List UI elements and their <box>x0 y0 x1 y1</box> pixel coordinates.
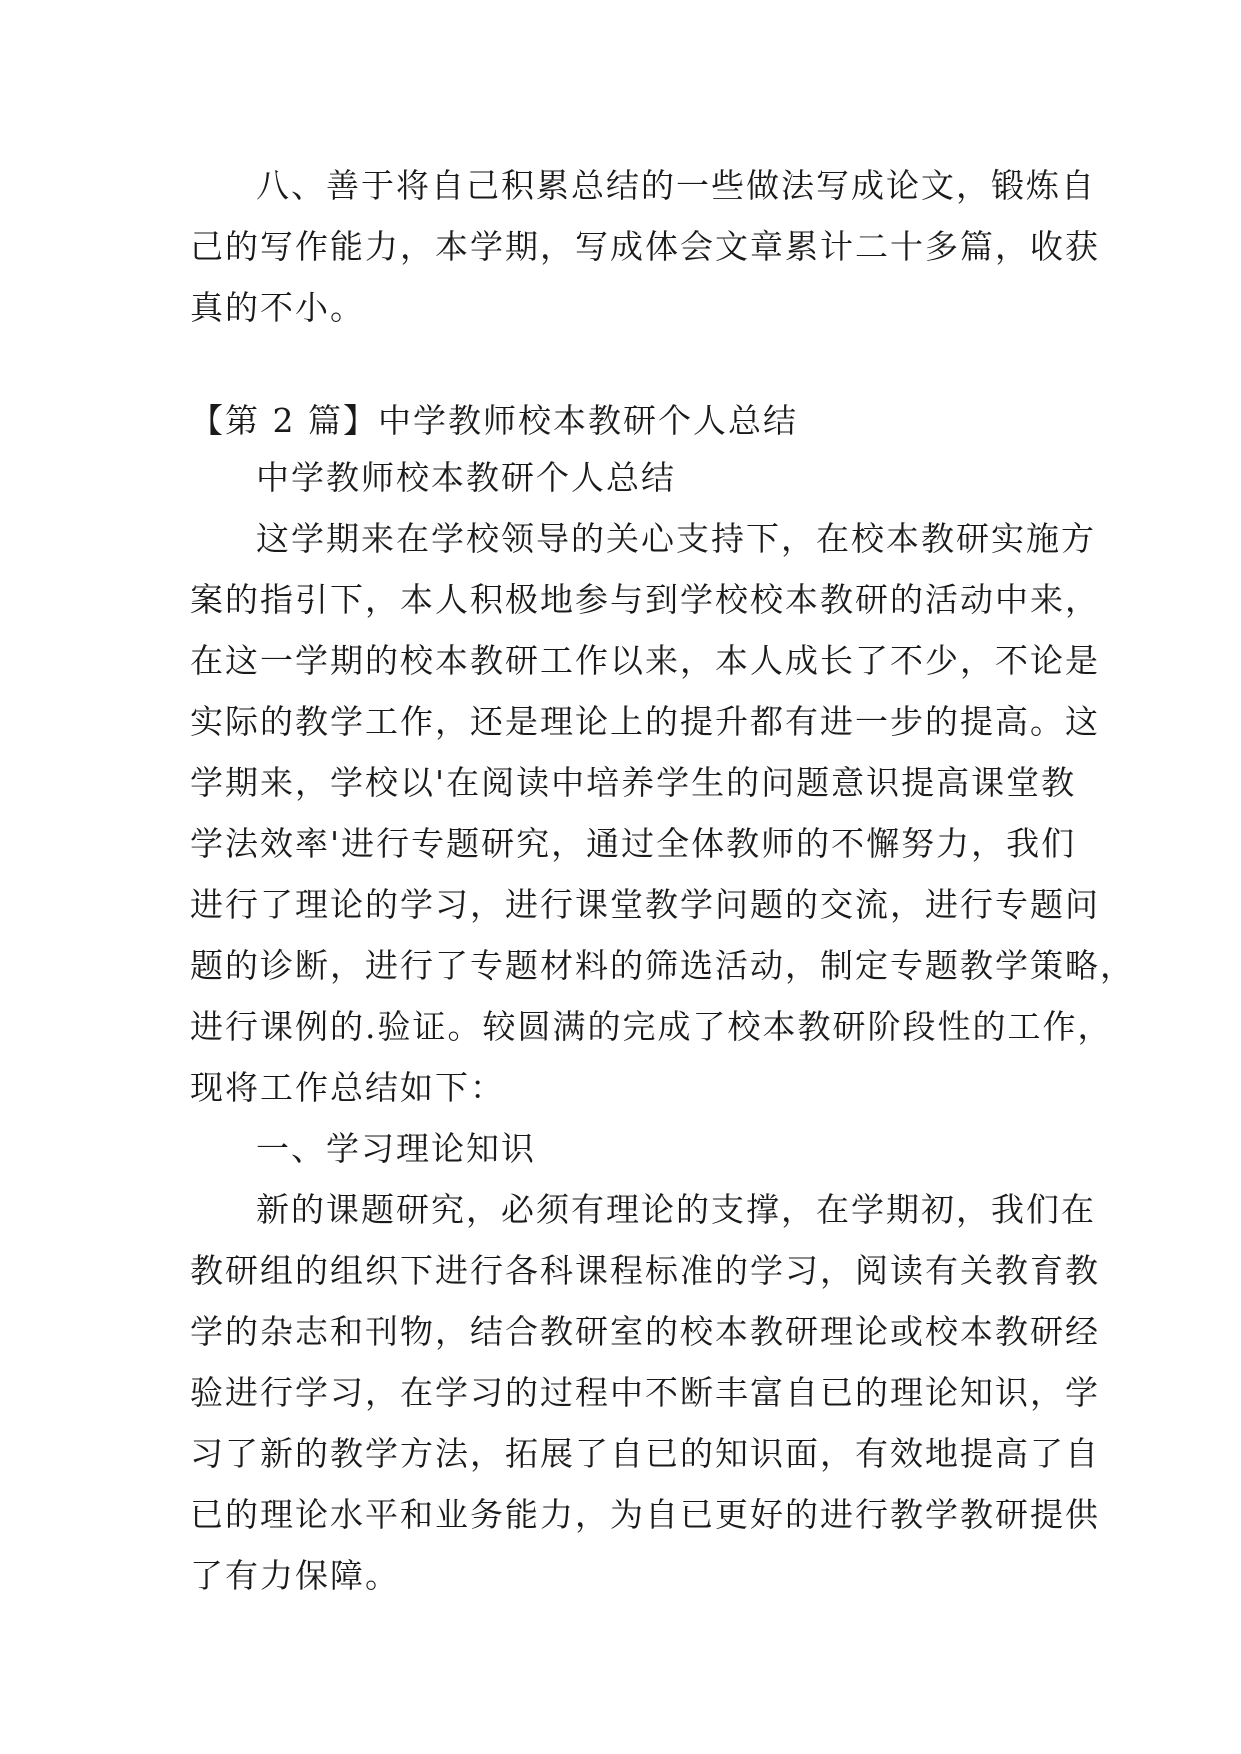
paragraph-line: 验进行学习，在学习的过程中不断丰富自已的理论知识，学 <box>190 1373 1100 1412</box>
paragraph-line: 新的课题研究，必须有理论的支撑，在学期初，我们在 <box>256 1190 1096 1229</box>
paragraph-line: 在这一学期的校本教研工作以来，本人成长了不少，不论是 <box>190 641 1100 680</box>
section-title: 一、学习理论知识 <box>256 1129 536 1168</box>
paragraph-line: 了有力保障。 <box>190 1556 400 1595</box>
subtitle-block <box>190 447 1070 508</box>
paragraph-line: 进行了理论的学习，进行课堂教学问题的交流，进行专题问 <box>190 885 1100 924</box>
intro-paragraph <box>190 155 1100 338</box>
body-text <box>190 508 1135 1606</box>
paragraph-line: 八、善于将自己积累总结的一些做法写成论文，锻炼自 <box>256 166 1096 205</box>
paragraph-line: 习了新的教学方法，拓展了自已的知识面，有效地提高了自 <box>190 1434 1100 1473</box>
paragraph-line: 进行课例的.验证。较圆满的完成了校本教研阶段性的工作， <box>190 1007 1113 1046</box>
paragraph-line: 教研组的组织下进行各科课程标准的学习，阅读有关教育教 <box>190 1251 1100 1290</box>
paragraph-line: 这学期来在学校领导的关心支持下，在校本教研实施方 <box>256 519 1096 558</box>
paragraph-line: 案的指引下，本人积极地参与到学校校本教研的活动中来， <box>190 580 1100 619</box>
paragraph-line: 学期来，学校以'在阅读中培养学生的问题意识提高课堂教 <box>190 763 1077 802</box>
paragraph-line: 学的杂志和刊物，结合教研室的校本教研理论或校本教研经 <box>190 1312 1100 1351</box>
paragraph-line: 已的理论水平和业务能力，为自已更好的进行教学教研提供 <box>190 1495 1100 1534</box>
section-heading: 【第 2 篇】中学教师校本教研个人总结 <box>190 401 798 440</box>
paragraph-line: 现将工作总结如下： <box>190 1068 505 1107</box>
paragraph-line: 学法效率'进行专题研究，通过全体教师的不懈努力，我们 <box>190 824 1077 863</box>
document-subtitle: 中学教师校本教研个人总结 <box>256 458 676 497</box>
paragraph-line: 实际的教学工作，还是理论上的提升都有进一步的提高。这 <box>190 702 1100 741</box>
paragraph-line: 己的写作能力，本学期，写成体会文章累计二十多篇，收获 <box>190 227 1100 266</box>
paragraph-line: 真的不小。 <box>190 288 365 327</box>
section-heading-block <box>190 390 1070 451</box>
paragraph-line: 题的诊断，进行了专题材料的筛选活动，制定专题教学策略， <box>190 946 1135 985</box>
